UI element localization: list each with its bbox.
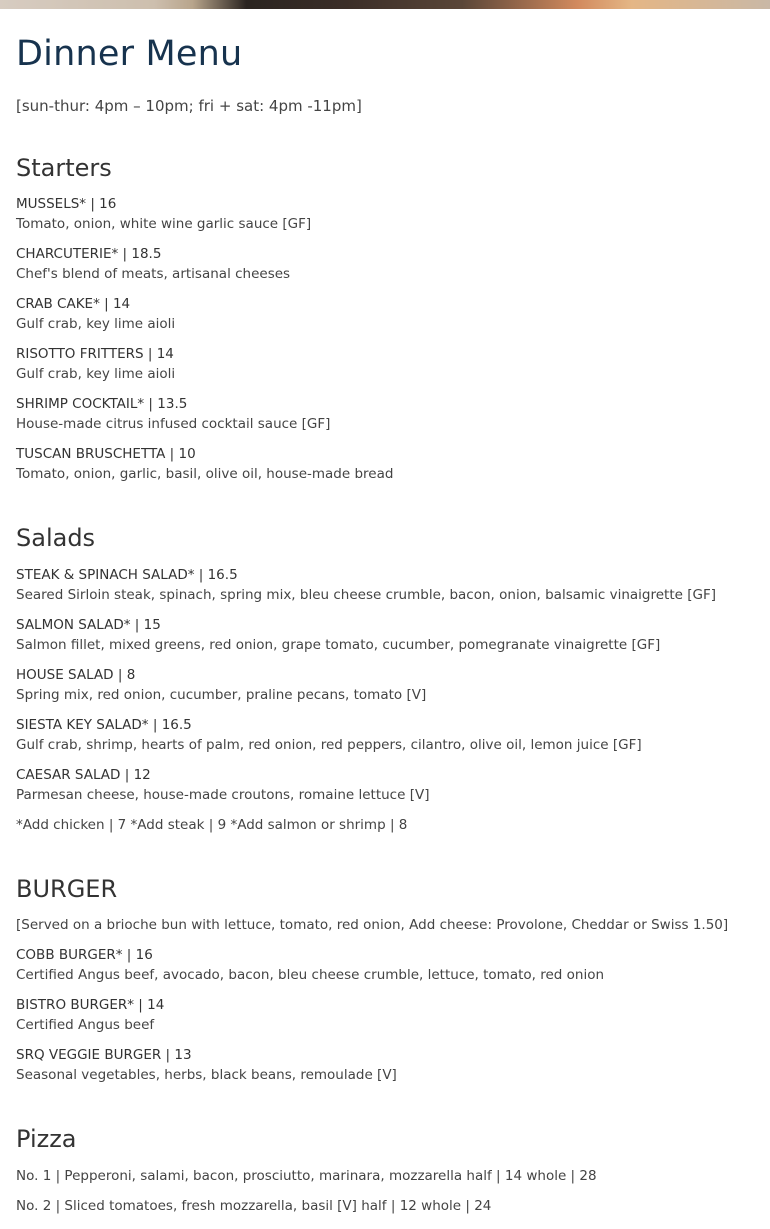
menu-item-title: STEAK & SPINACH SALAD* | 16.5 bbox=[16, 567, 238, 583]
menu-item-title: COBB BURGER* | 16 bbox=[16, 947, 153, 963]
menu-item-title: MUSSELS* | 16 bbox=[16, 196, 117, 212]
menu-item-desc: Certified Angus beef bbox=[16, 1017, 155, 1033]
menu-item-title: RISOTTO FRITTERS | 14 bbox=[16, 346, 174, 362]
section-heading-salads: Salads bbox=[16, 524, 96, 552]
menu-item-desc: Seared Sirloin steak, spinach, spring mix, bleu cheese crumble, bacon, onion, balsamic vinaigrette [GF] bbox=[16, 587, 717, 603]
burger-note: [Served on a brioche bun with lettuce, tomato, red onion, Add cheese: Provolone, Cheddar or Swiss 1.50] bbox=[16, 917, 729, 933]
menu-item bbox=[16, 945, 604, 985]
menu-item-title: SHRIMP COCKTAIL* | 13.5 bbox=[16, 396, 188, 412]
menu-item bbox=[16, 294, 175, 334]
menu-item-desc: Tomato, onion, garlic, basil, olive oil, house-made bread bbox=[16, 466, 394, 482]
menu-item-desc: Gulf crab, key lime aioli bbox=[16, 366, 176, 382]
menu-item-desc: Salmon fillet, mixed greens, red onion, grape tomato, cucumber, pomegranate vinaigrette [GF] bbox=[16, 637, 661, 653]
menu-item bbox=[16, 615, 660, 655]
bottom-fade bbox=[0, 1218, 770, 1229]
menu-item bbox=[16, 394, 330, 434]
menu-item-title: CHARCUTERIE* | 18.5 bbox=[16, 246, 162, 262]
menu-item-desc: Spring mix, red onion, cucumber, praline pecans, tomato [V] bbox=[16, 687, 427, 703]
menu-item bbox=[16, 995, 164, 1035]
menu-item bbox=[16, 715, 642, 755]
menu-item-desc: Gulf crab, shrimp, hearts of palm, red onion, red peppers, cilantro, olive oil, lemon juice [GF] bbox=[16, 737, 642, 753]
menu-item-title: BISTRO BURGER* | 14 bbox=[16, 997, 165, 1013]
menu-item-desc: Gulf crab, key lime aioli bbox=[16, 316, 176, 332]
pizza-item: No. 1 | Pepperoni, salami, bacon, prosciutto, marinara, mozzarella half | 14 whole | 28 bbox=[16, 1168, 597, 1184]
hours-text: [sun-thur: 4pm – 10pm; fri + sat: 4pm -11pm] bbox=[16, 97, 362, 115]
menu-item-desc: Certified Angus beef, avocado, bacon, bleu cheese crumble, lettuce, tomato, red onion bbox=[16, 967, 605, 983]
section-heading-starters: Starters bbox=[16, 154, 112, 182]
section-heading-pizza: Pizza bbox=[16, 1125, 77, 1153]
menu-item-desc: House-made citrus infused cocktail sauce [GF] bbox=[16, 416, 331, 432]
menu-item bbox=[16, 765, 429, 805]
menu-item-title: TUSCAN BRUSCHETTA | 10 bbox=[16, 446, 196, 462]
menu-item bbox=[16, 444, 393, 484]
menu-item-title: SALMON SALAD* | 15 bbox=[16, 617, 161, 633]
menu-item bbox=[16, 194, 311, 234]
menu-item-title: CRAB CAKE* | 14 bbox=[16, 296, 131, 312]
hero-image bbox=[0, 0, 770, 9]
salad-addons-note: *Add chicken | 7 *Add steak | 9 *Add salmon or shrimp | 8 bbox=[16, 817, 408, 833]
menu-item bbox=[16, 665, 426, 705]
menu-item-desc: Chef's blend of meats, artisanal cheeses bbox=[16, 266, 291, 282]
menu-item bbox=[16, 244, 290, 284]
menu-item-desc: Parmesan cheese, house-made croutons, romaine lettuce [V] bbox=[16, 787, 430, 803]
menu-item-desc: Tomato, onion, white wine garlic sauce [GF] bbox=[16, 216, 312, 232]
menu-item-title: CAESAR SALAD | 12 bbox=[16, 767, 151, 783]
page-title: Dinner Menu bbox=[16, 34, 243, 74]
menu-item-title: HOUSE SALAD | 8 bbox=[16, 667, 136, 683]
menu-item-desc: Seasonal vegetables, herbs, black beans, remoulade [V] bbox=[16, 1067, 397, 1083]
pizza-item: No. 2 | Sliced tomatoes, fresh mozzarella, basil [V] half | 12 whole | 24 bbox=[16, 1198, 492, 1214]
menu-item bbox=[16, 565, 716, 605]
menu-item-title: SRQ VEGGIE BURGER | 13 bbox=[16, 1047, 192, 1063]
menu-item bbox=[16, 344, 175, 384]
menu-item-title: SIESTA KEY SALAD* | 16.5 bbox=[16, 717, 192, 733]
section-heading-burger: BURGER bbox=[16, 875, 118, 903]
menu-item bbox=[16, 1045, 397, 1085]
